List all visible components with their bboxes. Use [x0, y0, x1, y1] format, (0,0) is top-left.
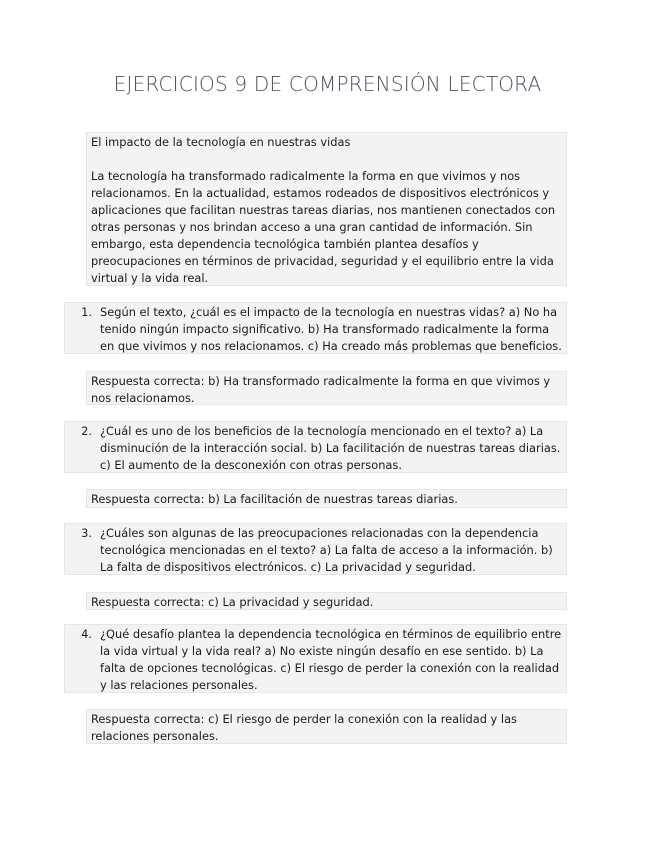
question-4: [64, 624, 567, 693]
question-number: 4.: [81, 627, 92, 641]
question-text: Según el texto, ¿cuál es el impacto de la tecnología en nuestras vidas? a) No ha tenido ningún impacto significativo. b) Ha transformado radicalmente la forma en que vivimos y nos relacionamos. c) Ha creado más problemas que beneficios.: [100, 305, 562, 353]
question-3: [64, 523, 567, 575]
answer-1: Respuesta correcta: b) Ha transformado radicalmente la forma en que vivimos y nos relacionamos.: [86, 371, 567, 405]
question-number: 3.: [81, 526, 92, 540]
question-number: 1.: [81, 305, 92, 319]
passage-heading: El impacto de la tecnología en nuestras vidas: [91, 135, 351, 149]
question-text: ¿Cuál es uno de los beneficios de la tecnología mencionado en el texto? a) La disminución de la interacción social. b) La facilitación de nuestras tareas diarias. c) El aumento de la desconexión con otras personas.: [100, 424, 561, 472]
question-number: 2.: [81, 424, 92, 438]
reading-passage: [86, 132, 567, 286]
passage-body: La tecnología ha transformado radicalmente la forma en que vivimos y nos relacionamos. En la actualidad, estamos rodeados de dispositivos electrónicos y aplicaciones que facilitan nuestras tareas diarias, nos mantienen conectados con otras personas y nos brindan acceso a una gran cantidad de información. Sin embargo, esta dependencia tecnológica también plantea desafíos y preocupaciones en términos de privacidad, seguridad y el equilibrio entre la vida virtual y la vida real.: [91, 169, 556, 285]
answer-2: Respuesta correcta: b) La facilitación de nuestras tareas diarias.: [86, 489, 567, 508]
answer-3: Respuesta correcta: c) La privacidad y seguridad.: [86, 592, 567, 610]
question-text: ¿Qué desafío plantea la dependencia tecnológica en términos de equilibrio entre la vida virtual y la vida real? a) No existe ningún desafío en ese sentido. b) La falta de opciones tecnológicas. c) El riesgo de perder la conexión con la realidad y las relaciones personales.: [100, 627, 562, 692]
answer-4: Respuesta correcta: c) El riesgo de perder la conexión con la realidad y las relaciones personales.: [86, 709, 567, 744]
question-text: ¿Cuáles son algunas de las preocupaciones relacionadas con la dependencia tecnológica mencionadas en el texto? a) La falta de acceso a la información. b) La falta de dispositivos electrónicos. c) La privacidad y seguridad.: [100, 526, 553, 574]
question-1: [64, 302, 567, 354]
document-title: EJERCICIOS 9 DE COMPRENSIÓN LECTORA: [113, 72, 542, 96]
question-2: [64, 421, 567, 473]
